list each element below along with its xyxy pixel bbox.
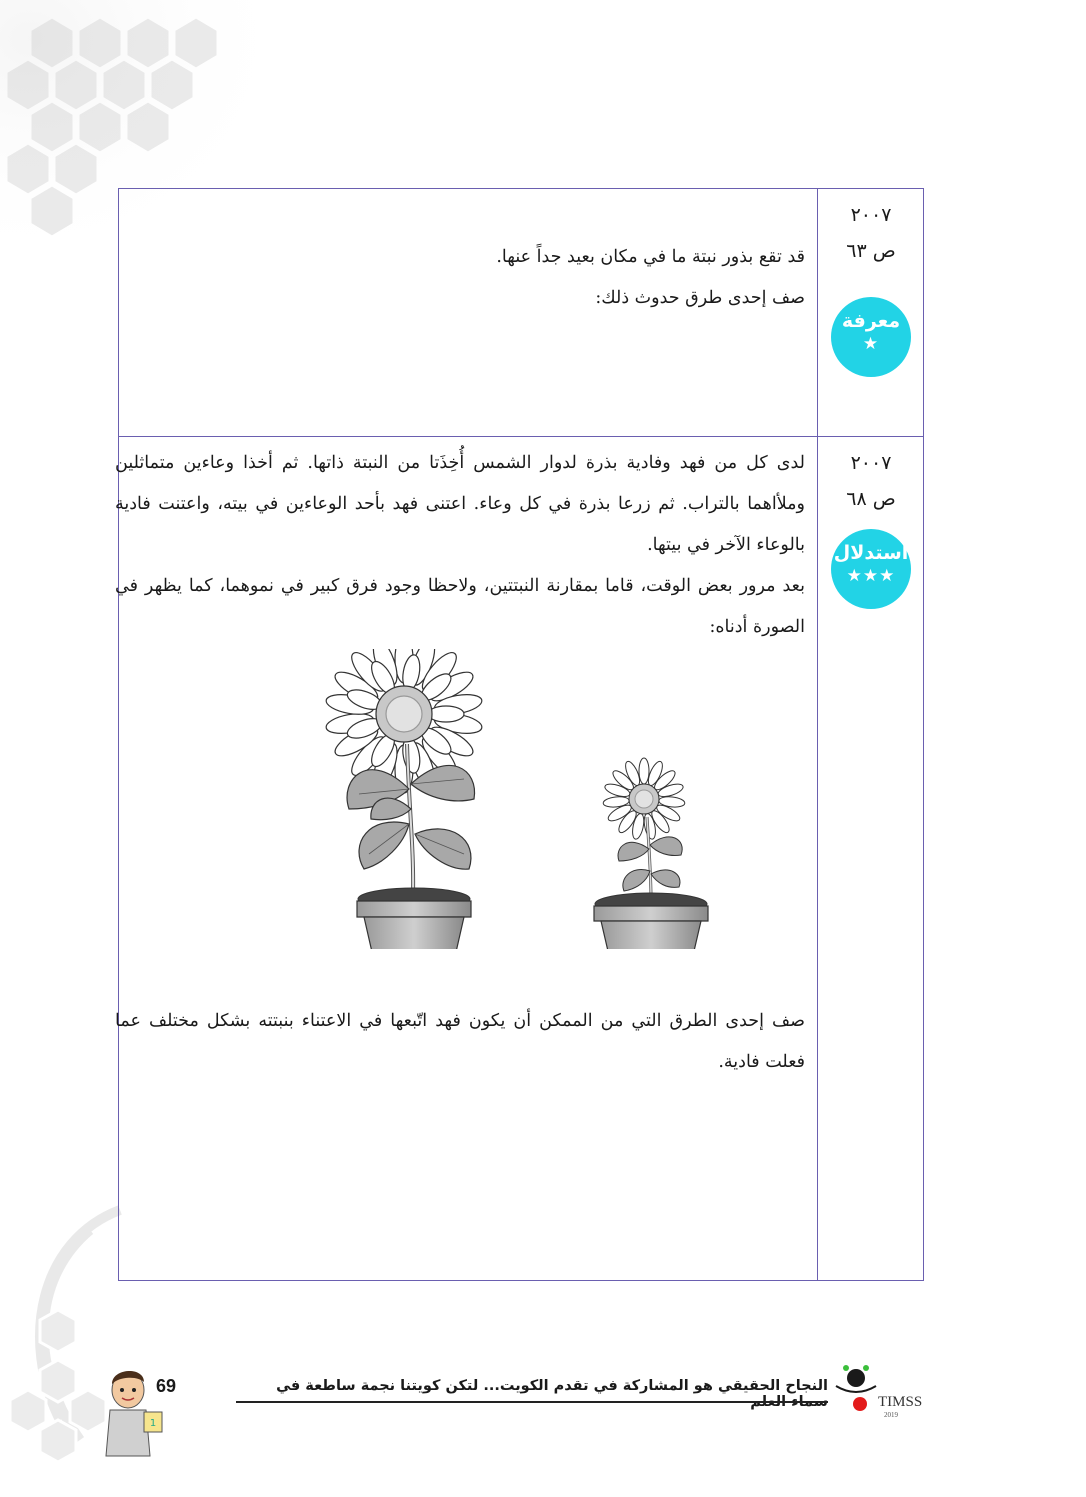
timss-logo-text: TIMSS: [878, 1394, 923, 1410]
question-2-paragraph-1: لدى كل من فهد وفادية بذرة لدوار الشمس أُخِذَتا من النبتة ذاتها. ثم أخذا وعاءين متماثلين وملأاهما بالتراب. ثم زرعا بذرة في كل وعاء. اعتنى فهد بأحد الوعاءين في بيته، واعتنت فادية بالوعاء الآخر في بيتها.: [115, 453, 805, 555]
sunflower-pots-illustration: [219, 649, 759, 949]
row-divider: [119, 436, 923, 437]
question-2-text: [115, 443, 805, 648]
question-2-page: ص ٦٨: [846, 488, 896, 510]
question-1-text: [125, 237, 805, 319]
star-icon: ★: [862, 334, 880, 354]
question-1-prompt: صف إحدى طرق حدوث ذلك:: [595, 288, 805, 308]
badge-label: استدلال: [833, 542, 909, 564]
question-1-page: ص ٦٣: [846, 240, 896, 262]
large-sunflower-icon: [325, 649, 484, 949]
question-2-question: صف إحدى الطرق التي من الممكن أن يكون فهد اتّبعها في الاعتناء بنبتته بشكل مختلف عما فعلت فادية.: [115, 1011, 805, 1072]
question-2-year: ٢٠٠٧: [850, 452, 892, 474]
question-1-meta: [819, 197, 923, 269]
question-1-year: ٢٠٠٧: [850, 204, 892, 226]
student-mascot-icon: [100, 1360, 176, 1460]
question-2-paragraph-2: بعد مرور بعض الوقت، قاما بمقارنة النبتتين، ولاحظا وجود فرق كبير في نموهما، كما يظهر في الصورة أدناه:: [115, 576, 805, 637]
question-1-paragraph: قد تقع بذور نبتة ما في مكان بعيد جداً عنها.: [496, 247, 805, 267]
page-number: 69: [156, 1376, 177, 1396]
timss-logo-year: 2019: [884, 1411, 898, 1419]
small-sunflower-icon: [594, 758, 708, 949]
reasoning-badge: [831, 529, 911, 609]
knowledge-badge: [831, 297, 911, 377]
footer-divider: [236, 1401, 828, 1403]
svg-text:1: 1: [149, 1418, 157, 1429]
questions-table: [115, 188, 924, 1281]
column-divider: [817, 189, 818, 1280]
question-2-meta: [819, 445, 923, 517]
footer-slogan: النجاح الحقيقي هو المشاركة في تقدم الكويت... لتكن كويتنا نجمة ساطعة في سماء العلم: [276, 1378, 828, 1410]
question-2-prompt: [115, 1001, 805, 1083]
stars-icon: ★★★: [846, 566, 896, 586]
badge-label: معرفة: [841, 310, 901, 332]
